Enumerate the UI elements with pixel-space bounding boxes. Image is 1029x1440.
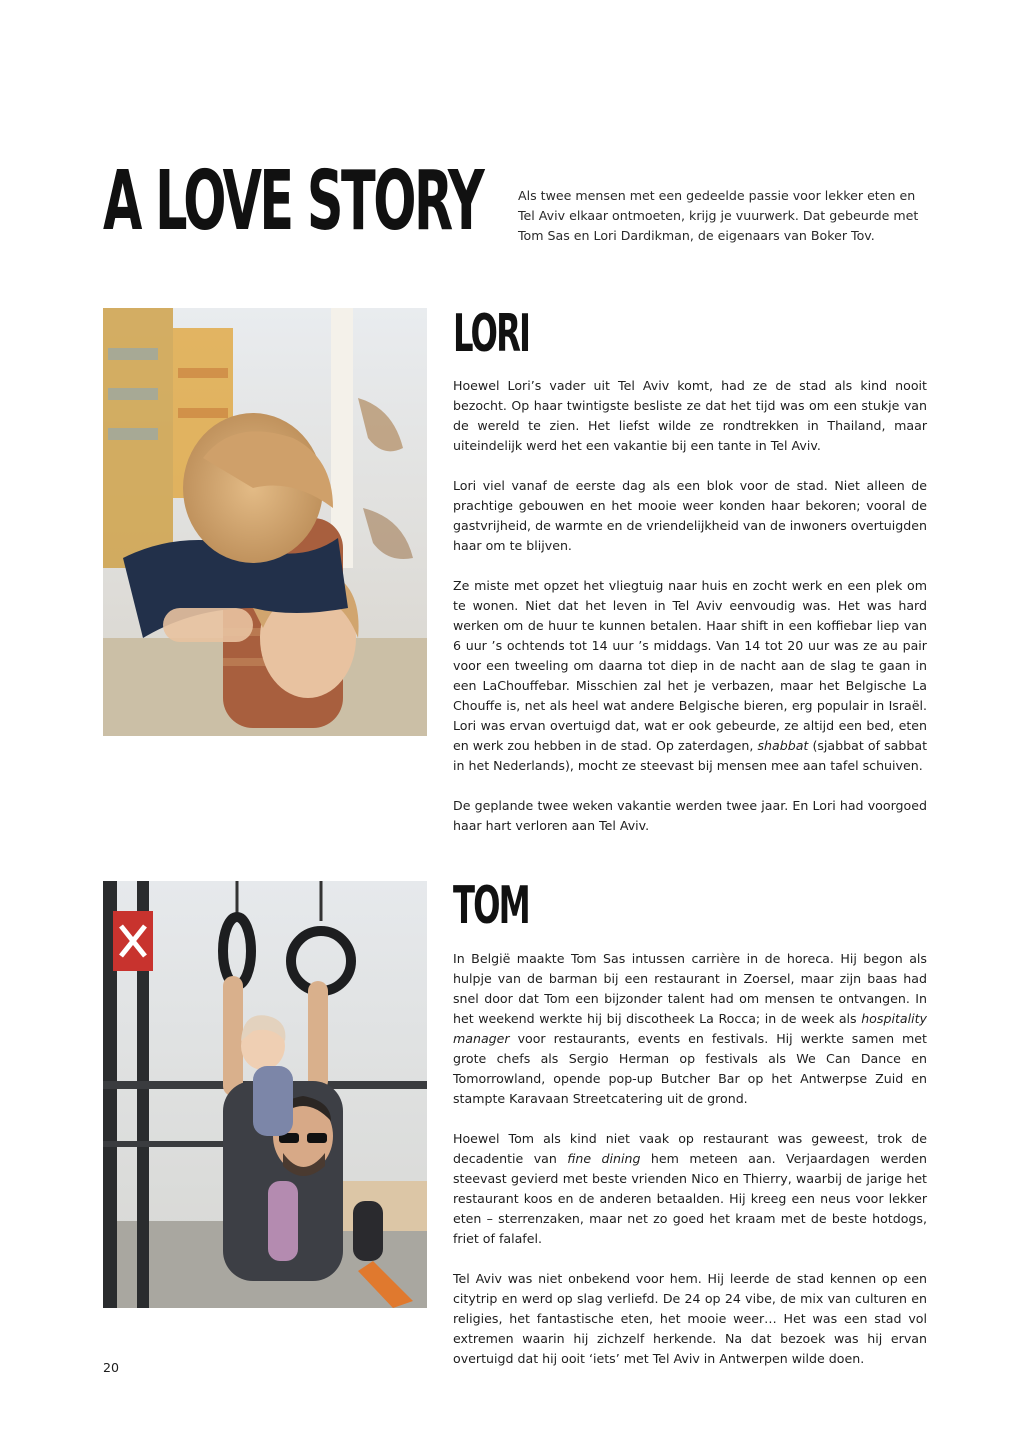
tom-paragraph-1-end: voor restaurants, events en festivals. Hij werkte samen met grote chefs als Sergio Herman op festivals als We Can Dance en Tomorrowland, opende pop-up Butcher Bar op het Antwerpse Zuid en stampte Karavaan Streetcatering uit de grond. (453, 1031, 927, 1106)
fine-dining-term: fine dining (567, 1151, 641, 1166)
tom-paragraph-2-end: hem meteen aan. Verjaardagen werden steevast gevierd met beste vrienden Nico en Thierry, waarbij de jarige het restaurant koos en de anderen betaalden. Hij kreeg een neus voor lekker eten – sterrenzaken, maar net zo goed het kraam met de beste hotdogs, friet of falafel. (453, 1151, 928, 1246)
hospitality-manager-term: hospitality manager (453, 1011, 927, 1046)
intro-text: Als twee mensen met een gedeelde passie voor lekker eten en Tel Aviv elkaar ontmoeten, krijg je vuurwerk. Dat gebeurde met Tom Sas en Lori Dardikman, de eigenaars van Boker Tov. (518, 188, 919, 243)
lori-paragraph-3-end: (sjabbat of sabbat in het Nederlands), mocht ze steevast bij mensen mee aan tafel schuiven. (453, 738, 928, 773)
lori-paragraph-3 (453, 576, 927, 776)
tom-paragraph-2-start: Hoewel Tom als kind niet vaak op restaurant was geweest, trok de decadentie van (453, 1131, 927, 1166)
lori-paragraph-3-start: Ze miste met opzet het vliegtuig naar huis en zocht werk en een plek om te wonen. Niet dat het leven in Tel Aviv eenvoudig was. Het was hard werken om de huur te kunnen betalen. Haar shift in een koffiebar liep van 6 uur ’s ochtends tot 14 uur ’s middags. Van 14 tot 20 uur was ze au pair voor een tweeling om daarna tot diep in de nacht aan de slag te gaan in een LaChouffebar. Misschien zal het je verbazen, maar het Belgische La Chouffe is, net als heel wat andere Belgische bieren, erg populair in Israël. Lori was ervan overtuigd dat, wat er ook gebeurde, ze altijd een bed, eten en werk zou hebben in de stad. Op zaterdagen, (453, 578, 927, 753)
tom-heading: TOM (453, 876, 529, 936)
lori-paragraph-4: De geplande twee weken vakantie werden twee jaar. En Lori had voorgoed haar hart verloren aan Tel Aviv. (453, 798, 927, 833)
page-number: 20 (103, 1360, 120, 1375)
lori-heading: LORI (453, 304, 530, 364)
tom-paragraph-1 (453, 949, 927, 1109)
lori-paragraph-2: Lori viel vanaf de eerste dag als een blok voor de stad. Niet alleen de prachtige gebouwen en het mooie weer konden haar bekoren; vooral de gastvrijheid, de warmte en de vriendelijkheid van de inwoners overtuigden haar om te blijven. (453, 478, 927, 553)
tom-body (453, 949, 927, 1389)
tom-paragraph-1-start: In België maakte Tom Sas intussen carrière in de horeca. Hij begon als hulpje van de barman bij een restaurant in Zoersel, maar zijn baas had snel door dat Tom een bijzonder talent had om mensen te ontvangen. In het weekend werkte hij bij discotheek La Rocca; in de week als (453, 951, 927, 1026)
lori-paragraph-1: Hoewel Lori’s vader uit Tel Aviv komt, had ze de stad als kind nooit bezocht. Op haar twintigste besliste ze dat het tijd was om een stukje van de wereld te zien. Het liefst wilde ze rondtrekken in Thailand, maar uiteindelijk werd het een vakantie bij een tante in Tel Aviv. (453, 378, 927, 453)
page-title: A LOVE STORY (103, 154, 483, 249)
shabbat-term: shabbat (757, 738, 809, 753)
lori-photo (103, 308, 427, 736)
tom-paragraph-2 (453, 1129, 927, 1249)
tom-paragraph-3: Tel Aviv was niet onbekend voor hem. Hij leerde de stad kennen op een citytrip en werd op slag verliefd. De 24 op 24 vibe, de mix van culturen en religies, het fantastische eten, het mooie weer… Het was een stad vol extremen waarin hij zichzelf herkende. Na dat bezoek was hij ervan overtuigd dat hij ooit ‘iets’ met Tel Aviv in Antwerpen wilde doen. (453, 1271, 927, 1366)
tom-photo (103, 881, 427, 1308)
lori-body (453, 376, 927, 856)
